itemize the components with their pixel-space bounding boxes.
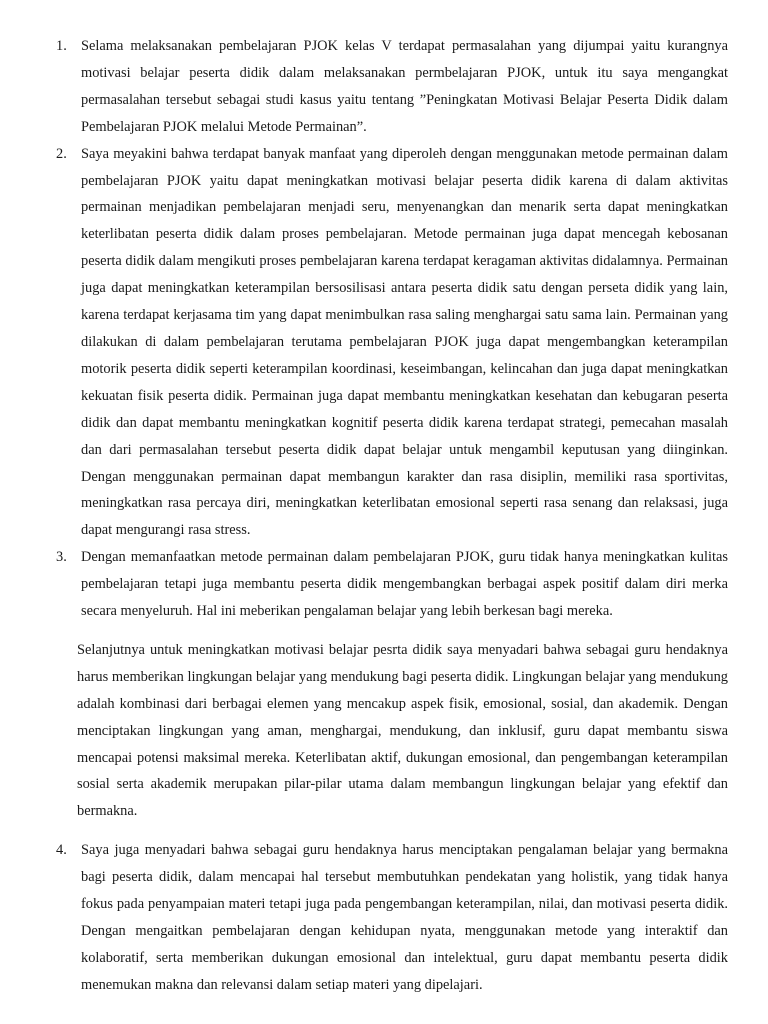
list-number: 3. xyxy=(56,549,67,566)
list-item-text: Saya juga menyadari bahwa sebagai guru hendaknya harus menciptakan pengalaman belajar yang bermakna bagi peserta didik, dalam mencapai hal tersebut membutuhkan pendekatan yang holistik, yang tidak hanya fokus pada penyampaian materi tetapi juga pada pengembangan keterampilan, nilai, dan motivasi peserta didik. Dengan mengaitkan pembelajaran dengan kehidupan nyata, menggunakan metode yang interaktif dan kolaboratif, serta memberikan dukungan emosional dan intelektual, guru dapat membantu peserta didik menemukan makna dan relevansi dalam setiap materi yang dipelajari. xyxy=(81,842,728,993)
list-item-text: Dengan memanfaatkan metode permainan dalam pembelajaran PJOK, guru tidak hanya meningkatkan kulitas pembelajaran tetapi juga membantu peserta didik mengembangkan berbagai aspek positif dalam diri merka secara menyeluruh. Hal ini meberikan pengalaman belajar yang lebih berkesan bagi mereka. xyxy=(81,549,728,620)
body-paragraph: Selanjutnya untuk meningkatkan motivasi belajar pesrta didik saya menyadari bahwa sebagai guru hendaknya harus memberikan lingkungan belajar yang mendukung bagi peserta didik. Lingkungan belajar yang mendukung adalah kombinasi dari berbagai elemen yang mencakup aspek fisik, emosional, sosial, dan akademik. Dengan menciptakan lingkungan yang aman, menghargai, mendukung, dan inklusif, guru dapat membantu siswa mencapai potensi maksimal mereka. Keterlibatan aktif, dukungan emosional, dan pengembangan keterampilan sosial serta akademik merupakan pilar-pilar utama dalam membangun lingkungan belajar yang efektif dan bermakna. xyxy=(77,641,728,820)
list-item-text: Selama melaksanakan pembelajaran PJOK kelas V terdapat permasalahan yang dijumpai yaitu kurangnya motivasi belajar peserta didik dalam melaksanakan permbelajaran PJOK, untuk itu saya mengangkat permasalahan tersebut sebagai studi kasus yaitu tentang ”Peningkatan Motivasi Belajar Peserta Didik dalam Pembelajaran PJOK melalui Metode Permainan”. xyxy=(81,38,728,135)
list-number: 1. xyxy=(56,38,67,54)
list-item-3 xyxy=(56,544,728,625)
list-number: 2. xyxy=(56,145,67,162)
list-item-2 xyxy=(56,141,728,545)
list-item-4 xyxy=(56,837,728,998)
list-number: 4. xyxy=(56,842,67,859)
list-item-1 xyxy=(56,33,728,141)
list-item-text: Saya meyakini bahwa terdapat banyak manfaat yang diperoleh dengan menggunakan metode permainan dalam pembelajaran PJOK yaitu dapat meningkatkan motivasi belajar peserta didik karena di dalam aktivitas permainan menjadikan pembelajaran menjadi seru, menyenangkan dan menarik serta dapat meningkatkan keterlibatan peserta didik dalam proses pembelajaran. Metode permainan juga dapat mencegah kebosanan peserta didik dalam mengikuti proses pembelajaran karena terdapat keragaman aktivitas didalamnya. Permainan juga dapat meningkatkan keterampilan bersosilisasi antara peserta didik satu dengan perseta didik yang lain, karena terdapat kerjasama tim yang dapat menimbulkan rasa saling menghargai satu sama lain. Permainan yang dilakukan di dalam pembelajaran terutama pembelajaran PJOK juga dapat mengembangkan keterampilan motorik peserta didik seperti keterampilan koordinasi, keseimbangan, kelincahan dan juga dapat meningkatkan kekuatan fisik peserta didik. Permainan juga dapat membantu meningkatkan kesehatan dan kebugaran peserta didik dan dapat membantu meningkatkan kognitif peserta didik karena terdapat strategi, pemecahan masalah dan dari permasalahan tersebut peserta didik dapat belajar untuk mengambil keputusan yang diinginkan. Dengan menggunakan permainan dapat membangun karakter dan rasa disiplin, memiliki rasa sportivitas, meningkatkan rasa percaya diri, meningkatkan keterlibatan emosional seperti rasa senang dan relaksasi, juga dapat mengurangi rasa stress. xyxy=(81,145,728,539)
